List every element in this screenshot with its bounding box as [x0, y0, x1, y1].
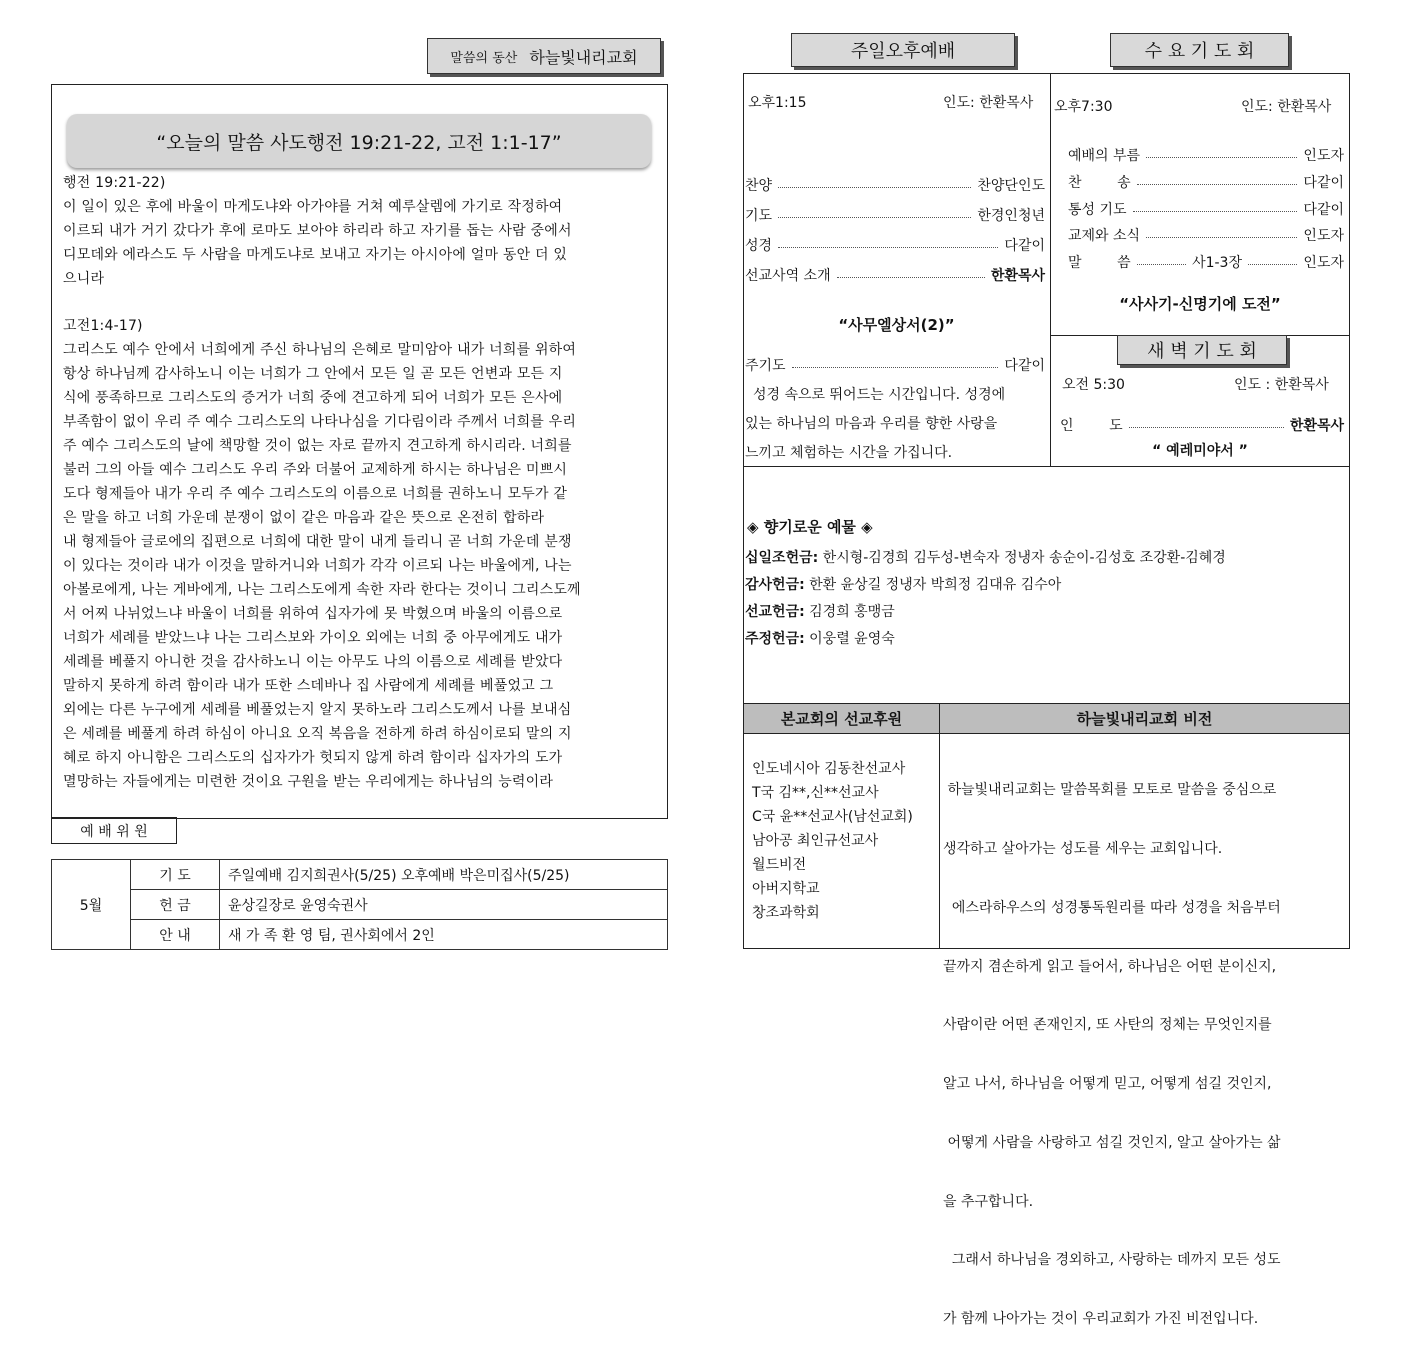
committee-table: [51, 859, 668, 950]
description-line: 있는 하나님의 마음과 우리를 향한 사랑을: [745, 416, 998, 432]
vision-line: 사람이란 어떤 존재인지, 또 사탄의 정체는 무엇인지를: [943, 1017, 1272, 1034]
church-name-badge: [427, 38, 661, 74]
afternoon-leader: 인도: 한환목사: [943, 95, 1034, 111]
scripture-line: 이르되 내가 거기 갔다가 후에 로마도 보아야 하리라 하고 자기를 돕는 사람 중에서: [63, 223, 572, 239]
scripture-line: 부족함이 없이 우리 주 예수 그리스도의 나타나심을 기다림이라 주께서 너희를 우리: [63, 414, 577, 430]
mission-header: [744, 704, 939, 734]
afternoon-item: [745, 205, 1045, 225]
item-who: 인도자: [1303, 255, 1344, 271]
item-who: 다같이: [1004, 238, 1045, 254]
scripture-line: 너희가 세례를 받았느냐 나는 그리스보와 가이오 외에는 너희 중 아무에게도 내가: [63, 630, 563, 646]
item-who: 한환목사: [990, 268, 1045, 284]
item-passage: 사1-3장: [1192, 255, 1242, 271]
scripture-line: 주 예수 그리스도의 날에 책망할 것이 없는 자로 끝까지 견고하게 하시리라. 너희를: [63, 438, 572, 454]
item-who: 한경인청년: [977, 208, 1045, 224]
wednesday-item: [1068, 225, 1344, 245]
offering-row: [745, 599, 1226, 626]
table-row: [52, 860, 668, 890]
item-who: 다같이: [1303, 175, 1344, 191]
list-item: C국 윤**선교사(남선교회): [752, 809, 913, 825]
item-who: 찬양단인도: [977, 178, 1045, 194]
divider: [939, 703, 940, 949]
afternoon-service-badge: [791, 33, 1015, 67]
list-item: 남아공 최인규선교사: [752, 833, 879, 849]
afternoon-service-title: 주일오후예배: [850, 41, 956, 62]
vision-line: 하늘빛내리교회는 말씀목회를 모토로 말씀을 중심으로: [943, 782, 1277, 799]
item-name: 통성 기도: [1068, 202, 1127, 218]
dawn-leader: 인도 : 한환목사: [1234, 377, 1329, 393]
scripture-line: 멸망하는 자들에게는 미련한 것이요 구원을 받는 우리에게는 하나님의 능력이라: [63, 774, 554, 790]
scripture-line: 아볼로에게, 나는 게바에게, 나는 그리스도에게 속한 자라 한다는 것이니 그리스도께: [63, 582, 581, 598]
afternoon-item: [745, 235, 1045, 255]
vision-line: 끝까지 겸손하게 읽고 들어서, 하나님은 어떤 분이신지,: [943, 958, 1277, 975]
vision-text: [943, 742, 1347, 1349]
sermon-title: “오늘의 말씀 사도행전 19:21-22, 고전 1:1-17”: [156, 131, 562, 154]
table-row: [52, 890, 668, 920]
afternoon-item: [745, 175, 1045, 195]
item-name: 예배의 부름: [1068, 148, 1141, 164]
scripture-ref-2: 고전1:4-17): [63, 318, 143, 334]
scripture-line: 이 일이 있은 후에 바울이 마게도냐와 아가야를 거쳐 예루살렘에 가기로 작정하여: [63, 199, 563, 215]
dawn-sermon-title: “ 예레미야서 ”: [1152, 443, 1248, 459]
vision-line: 에스라하우스의 성경통독원리를 따라 성경을 처음부터: [943, 899, 1281, 916]
item-name: 말 씀: [1068, 255, 1131, 271]
item-name: 인 도: [1060, 418, 1123, 434]
scripture-line: 그리스도 예수 안에서 너희에게 주신 하나님의 은혜로 말미암아 내가 너희를 위하여: [63, 342, 577, 358]
scripture-line: 외에는 다른 누구에게 세례를 베풀었는지 알지 못하노라 그리스도께서 나를 보내심: [63, 702, 572, 718]
wednesday-time: 오후7:30: [1054, 99, 1113, 115]
offering-list: [745, 545, 1226, 653]
committee-role: 헌 금: [131, 890, 220, 920]
scripture-line: 이 있다는 것이라 내가 이것을 말하거니와 너희가 각각 이르되 나는 바울에게, 나는: [63, 558, 572, 574]
description-line: 성경 속으로 뛰어드는 시간입니다. 성경에: [753, 387, 1006, 403]
afternoon-item: [745, 265, 1045, 285]
offering-names: 이웅렬 윤영숙: [809, 631, 895, 647]
item-name: 성경: [745, 238, 773, 254]
afternoon-item: [745, 355, 1045, 375]
scripture-line: 도다 형제들아 내가 우리 주 예수 그리스도의 이름으로 너희를 권하노니 모두가 같: [63, 486, 568, 502]
wednesday-item: [1068, 172, 1344, 192]
item-who: 한환목사: [1289, 418, 1344, 434]
item-name: 찬양: [745, 178, 773, 194]
dawn-item: [1060, 415, 1344, 435]
scripture-line: 은 말을 하고 너희 가운데 분쟁이 없이 같은 마음과 같은 뜻으로 온전히 합하라: [63, 510, 545, 526]
item-who: 인도자: [1303, 228, 1344, 244]
scripture-line: 세례를 베풀지 아니한 것을 감사하노니 이는 아무도 나의 이름으로 세례를 받았다: [63, 654, 563, 670]
scripture-block-2: [63, 314, 653, 794]
committee-role: 기 도: [131, 860, 220, 890]
vision-line: 어떻게 사람을 사랑하고 섬길 것인지, 알고 살아가는 삶: [943, 1134, 1281, 1151]
scripture-line: 식에 풍족하므로 그리스도의 증거가 너희 중에 견고하게 되어 너희가 모든 은사에: [63, 390, 563, 406]
offering-row: [745, 572, 1226, 599]
list-item: 월드비전: [752, 857, 807, 873]
mission-header-text: 본교회의 선교후원: [780, 710, 903, 728]
wednesday-item: [1068, 145, 1344, 165]
scripture-line: 불러 그의 아들 예수 그리스도 우리 주와 더불어 교제하게 하시는 하나님은 미쁘시: [63, 462, 568, 478]
wednesday-sermon-title: “사사기-신명기에 도전”: [1119, 295, 1281, 313]
scripture-line: 은 세례를 베풀게 하려 하심이 아니요 오직 복음을 전하게 하려 하심이로되 말의 지: [63, 726, 572, 742]
list-item: 인도네시아 김동찬선교사: [752, 761, 906, 777]
offering-names: 한시형-김경희 김두성-변숙자 정냉자 송순이-김성호 조강환-김혜경: [822, 550, 1226, 566]
vision-line: 알고 나서, 하나님을 어떻게 믿고, 어떻게 섬길 것인지,: [943, 1076, 1272, 1093]
committee-value: 주일예배 김지희권사(5/25) 오후예배 박은미집사(5/25): [220, 860, 668, 890]
vision-line: 을 추구합니다.: [943, 1193, 1034, 1210]
item-who: 다같이: [1303, 202, 1344, 218]
list-item: 창조과학회: [752, 905, 820, 921]
scripture-line: 으니라: [63, 271, 105, 287]
vision-line: 생각하고 살아가는 성도를 세우는 교회입니다.: [943, 840, 1223, 857]
scripture-ref-1: 행전 19:21-22): [63, 175, 166, 191]
offering-label: 감사헌금:: [745, 577, 805, 593]
offering-heading: ◈ 향기로운 예물 ◈: [747, 518, 873, 536]
wednesday-prayer-badge: [1110, 33, 1289, 67]
vision-line: 그래서 하나님을 경외하고, 사랑하는 데까지 모든 성도: [943, 1252, 1281, 1269]
wednesday-item: [1068, 199, 1344, 219]
committee-label: [51, 817, 177, 844]
list-item: 아버지학교: [752, 881, 820, 897]
item-name: 찬 송: [1068, 175, 1131, 191]
dawn-time: 오전 5:30: [1062, 377, 1125, 393]
scripture-line: 혜로 하지 아니함은 그리스도의 십자가가 헛되지 않게 하려 함이라 십자가의 도가: [63, 750, 563, 766]
item-who: 인도자: [1303, 148, 1344, 164]
offering-label: 십일조헌금:: [745, 550, 819, 566]
vision-header: [940, 704, 1349, 734]
afternoon-sermon-title: “사무엘상서(2)”: [838, 316, 955, 334]
committee-value: 새 가 족 환 영 팀, 권사회에서 2인: [220, 920, 668, 950]
offering-row: [745, 626, 1226, 653]
divider: [1050, 73, 1051, 466]
vision-line: 가 함께 나아가는 것이 우리교회가 가진 비전입니다.: [943, 1311, 1259, 1328]
item-name: 기도: [745, 208, 773, 224]
wednesday-prayer-title: 수 요 기 도 회: [1144, 41, 1255, 62]
offering-names: 한환 윤상길 정냉자 박희정 김대유 김수아: [809, 577, 1062, 593]
scripture-block-1: [63, 171, 653, 291]
item-name: 주기도: [745, 358, 786, 374]
vision-header-text: 하늘빛내리교회 비전: [1076, 710, 1213, 728]
wednesday-leader: 인도: 한환목사: [1241, 99, 1332, 115]
dawn-prayer-title: 새 벽 기 도 회: [1147, 341, 1257, 362]
church-motto: 말씀의 동산: [450, 50, 518, 66]
wednesday-item: [1068, 252, 1344, 272]
offering-label: 주정헌금:: [745, 631, 805, 647]
committee-role: 안 내: [131, 920, 220, 950]
offering-names: 김경희 홍맹금: [809, 604, 895, 620]
committee-value: 윤상길장로 윤영숙권사: [220, 890, 668, 920]
mission-list: [752, 757, 913, 925]
afternoon-description: [745, 381, 1047, 468]
committee-month: 5월: [52, 860, 131, 950]
offering-label: 선교헌금:: [745, 604, 805, 620]
list-item: T국 김**,신**선교사: [752, 785, 879, 801]
church-name: 하늘빛내리교회: [529, 47, 638, 67]
scripture-line: 서 어찌 나뉘었느냐 바울이 너희를 위하여 십자가에 못 박혔으며 바울의 이름으로: [63, 606, 563, 622]
table-row: [52, 920, 668, 950]
offering-row: [745, 545, 1226, 572]
scripture-line: 디모데와 에라스도 두 사람을 마게도냐로 보내고 자기는 아시아에 얼마 동안 더 있: [63, 247, 568, 263]
scripture-line: 항상 하나님께 감사하노니 이는 너희가 그 안에서 모든 일 곧 모든 언변과 모든 지: [63, 366, 563, 382]
sermon-title-box: [67, 114, 651, 168]
scripture-line: 말하지 못하게 하려 함이라 내가 또한 스데바나 집 사람에게 세례를 베풀었고 그: [63, 678, 554, 694]
dawn-prayer-badge: [1117, 335, 1287, 365]
item-name: 선교사역 소개: [745, 268, 831, 284]
description-line: 느끼고 체험하는 시간을 가집니다.: [745, 445, 953, 461]
item-who: 다같이: [1004, 358, 1045, 374]
afternoon-time: 오후1:15: [748, 95, 807, 111]
committee-label-text: 예 배 위 원: [80, 823, 148, 840]
scripture-line: 내 형제들아 글로에의 집편으로 너희에 대한 말이 내게 들리니 곧 너희 가운데 분쟁: [63, 534, 572, 550]
item-name: 교제와 소식: [1068, 228, 1141, 244]
